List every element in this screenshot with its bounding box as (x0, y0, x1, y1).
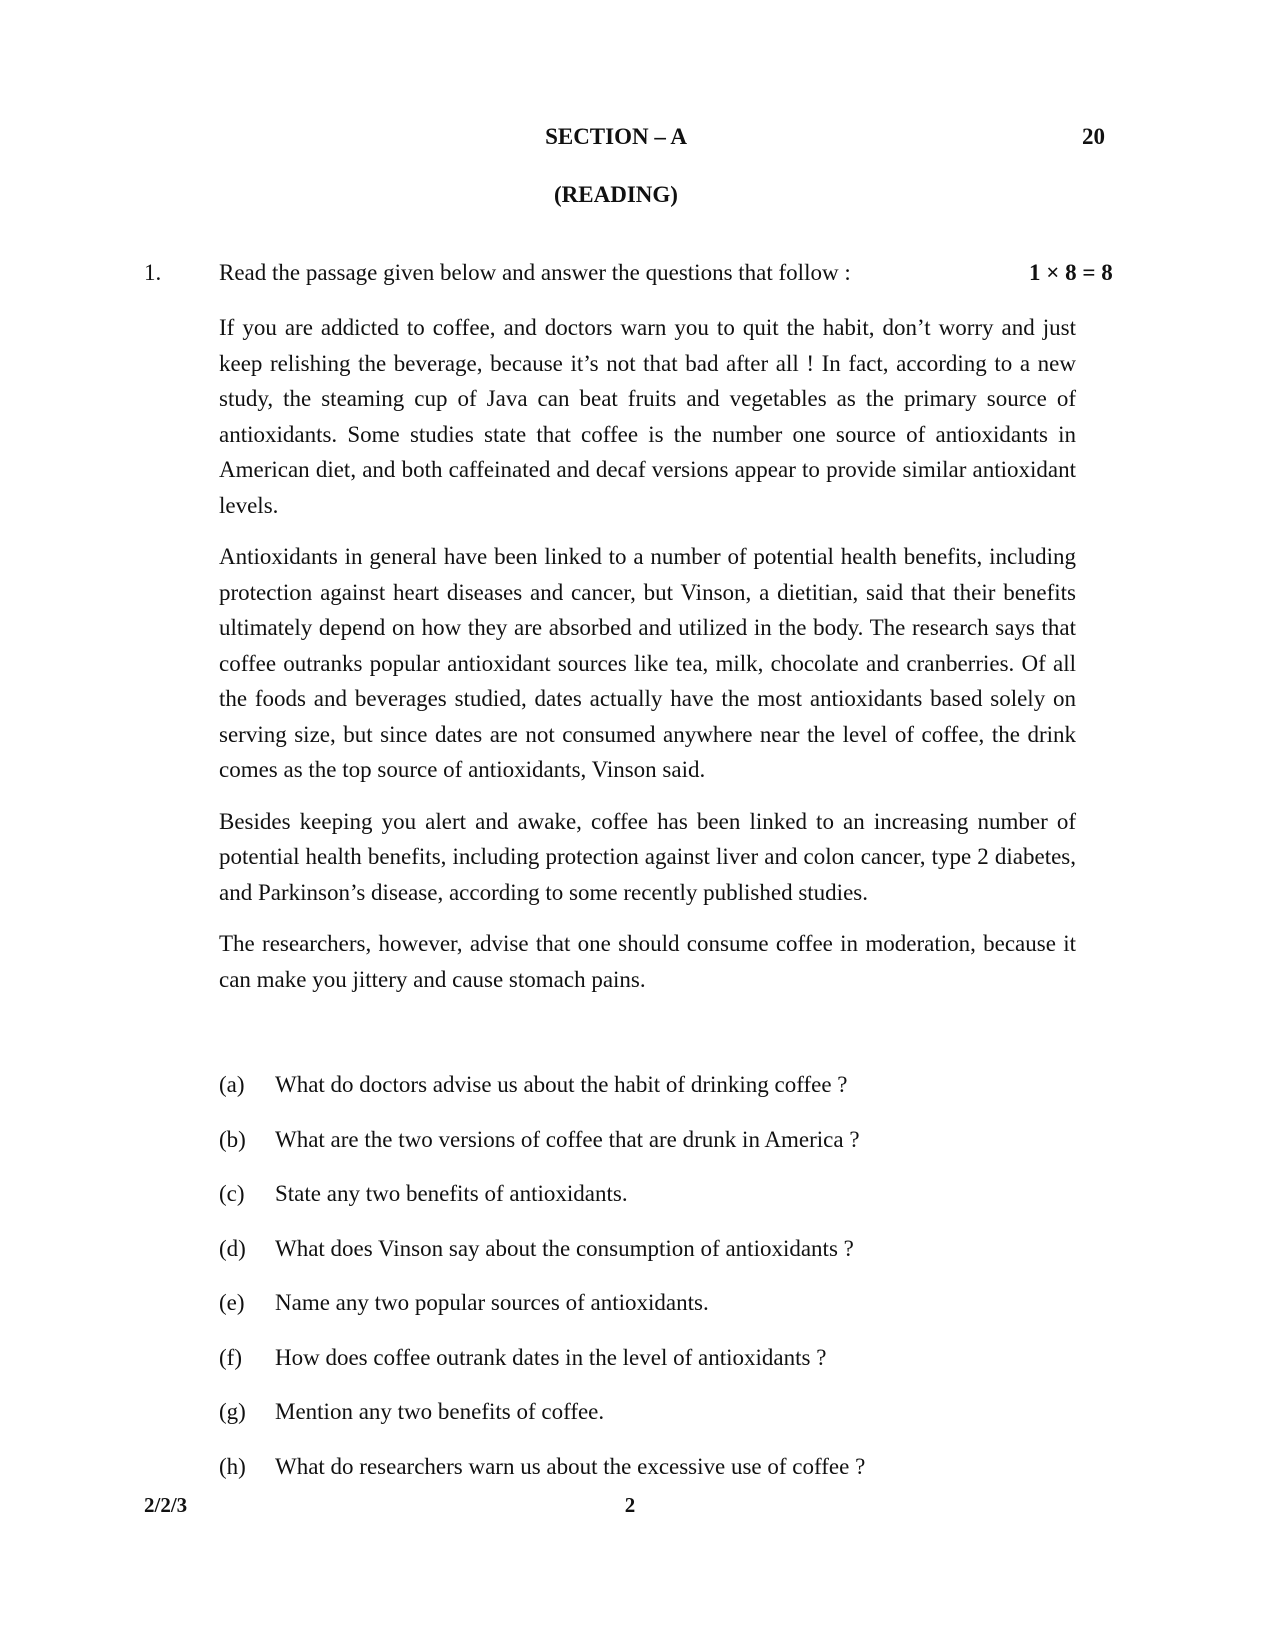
subquestion-label: (f) (219, 1344, 242, 1370)
subquestion-text: State any two benefits of antioxidants. (275, 1181, 628, 1206)
subquestion-label: (g) (219, 1399, 246, 1424)
subquestion-text: What do researchers warn us about the excessive use of coffee ? (275, 1453, 866, 1479)
subquestion-item (219, 1397, 1076, 1452)
question-marks: 1 × 8 = 8 (1029, 260, 1113, 285)
subquestion-text: What are the two versions of coffee that are drunk in America ? (275, 1126, 860, 1152)
subquestion-item (219, 1125, 1076, 1180)
page-number: 2 (624, 1493, 636, 1517)
subquestion-text: How does coffee outrank dates in the level of antioxidants ? (275, 1344, 827, 1370)
reading-passage (219, 310, 1076, 1013)
subquestion-item (219, 1179, 1076, 1234)
subquestion-item (219, 1234, 1076, 1289)
subquestion-text: Mention any two benefits of coffee. (275, 1399, 605, 1424)
subquestion-label: (c) (219, 1181, 245, 1206)
passage-paragraph-1: If you are addicted to coffee, and doctors warn you to quit the habit, don’t worry and just keep relishing the beverage, because it’s not that bad after all ! In fact, according to a new study, the steaming cup of Java can beat fruits and vegetables as the primary source of antioxidants. Some studies state that coffee is the number one source of antioxidants in American diet, and both caffeinated and decaf versions appear to provide similar antioxidant levels. (219, 315, 1076, 518)
passage-paragraph-3: Besides keeping you alert and awake, coffee has been linked to an increasing number of potential health benefits, including protection against liver and colon cancer, type 2 diabetes, and Parkinson’s disease, according to some recently published studies. (219, 808, 1076, 905)
section-subtitle: (READING) (554, 182, 678, 207)
question-number: 1. (144, 260, 162, 285)
subquestion-label: (h) (219, 1453, 246, 1479)
subquestion-text: What do doctors advise us about the habit of drinking coffee ? (275, 1072, 848, 1097)
subquestion-label: (d) (219, 1235, 246, 1261)
subquestion-item (219, 1288, 1076, 1343)
subquestion-label: (a) (219, 1072, 245, 1097)
subquestion-label: (e) (219, 1290, 245, 1315)
subquestion-label: (b) (219, 1126, 246, 1152)
subquestion-item (219, 1070, 1076, 1125)
passage-paragraph-2: Antioxidants in general have been linked to a number of potential health benefits, including protection against heart diseases and cancer, but Vinson, a dietitian, said that their benefits ultimately depend on how they are absorbed and utilized in the body. The research says that coffee outranks popular antioxidant sources like tea, milk, chocolate and cranberries. Of all the foods and beverages studied, dates actually have the most antioxidants based solely on serving size, but since dates are not consumed anywhere near the level of coffee, the drink comes as the top source of antioxidants, Vinson said. (219, 544, 1076, 782)
question-prompt: Read the passage given below and answer the questions that follow : (219, 260, 851, 285)
section-title: SECTION – A (545, 124, 687, 149)
subquestion-item (219, 1343, 1076, 1398)
section-marks: 20 (1082, 124, 1105, 149)
subquestion-text: What does Vinson say about the consumption of antioxidants ? (275, 1235, 854, 1261)
passage-paragraph-4: The researchers, however, advise that one should consume coffee in moderation, because it can make you jittery and cause stomach pains. (219, 931, 1076, 992)
subquestion-list (219, 1070, 1076, 1506)
paper-code: 2/2/3 (144, 1493, 188, 1517)
subquestion-text: Name any two popular sources of antioxidants. (275, 1290, 709, 1315)
